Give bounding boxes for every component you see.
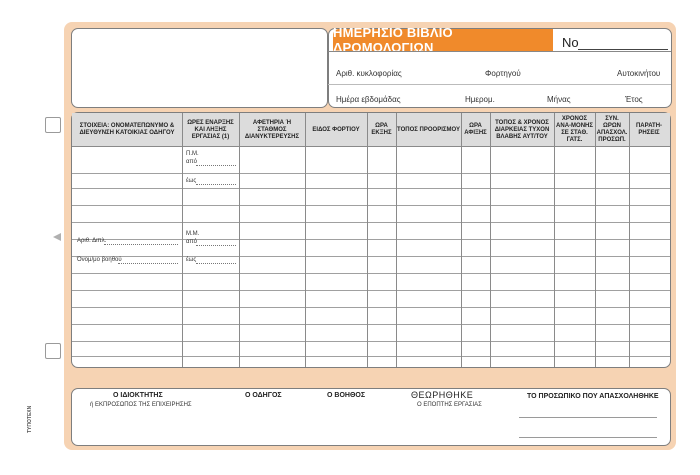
column-header: ΤΟΠΟΣ & ΧΡΟΝΟΣ ΔΙΑΡΚΕΙΑΣ ΤΥΧΟΝ ΒΛΑΒΗΣ ΑΥΤ/ΤΟΥ bbox=[494, 119, 550, 140]
row-line bbox=[72, 188, 670, 189]
to-label: έως bbox=[186, 257, 197, 263]
number-field[interactable] bbox=[578, 49, 668, 50]
pm-label: Π.Μ. bbox=[186, 151, 199, 157]
row-line bbox=[72, 239, 670, 240]
from-field[interactable] bbox=[196, 245, 236, 246]
am-label: Μ.Μ. bbox=[186, 231, 200, 237]
punch-hole-top bbox=[45, 117, 61, 133]
staff-signature-line[interactable] bbox=[519, 437, 657, 438]
column-header: ΑΦΕΤΗΡΙΑ Ή ΣΤΑΘΜΟΣ ΔΙΑΝΥΚΤΕΡΕΥΣΗΣ bbox=[244, 119, 300, 140]
stamp-title: ΘΕΩΡΗΘΗΚΕ bbox=[411, 390, 474, 400]
staff-signature-line[interactable] bbox=[519, 417, 657, 418]
col-divider bbox=[461, 113, 462, 367]
year-label: Έτος bbox=[625, 95, 643, 104]
carrier-label: Φορτηγού bbox=[485, 69, 521, 78]
punch-hole-bottom bbox=[45, 343, 61, 359]
header-divider bbox=[328, 51, 671, 52]
owner-title: Ο ΙΔΙΟΚΤΗΤΗΣ bbox=[113, 392, 163, 399]
helper-field[interactable] bbox=[118, 263, 178, 264]
column-header: ΤΟΠΟΣ ΠΡΟΟΡΙΣΜΟΥ bbox=[397, 126, 460, 133]
column-header: ΩΡΑ ΑΦΙΞΗΣ bbox=[464, 123, 487, 136]
row-line bbox=[72, 341, 670, 342]
form-title: ΗΜΕΡΗΣΙΟ ΒΙΒΛΙΟ ΔΡΟΜΟΛΟΓΙΩΝ bbox=[333, 29, 553, 51]
col-divider bbox=[554, 113, 555, 367]
alignment-arrow-icon bbox=[53, 233, 61, 241]
plate-label: Αριθ. κυκλοφορίας bbox=[336, 69, 402, 78]
to-field[interactable] bbox=[196, 263, 236, 264]
driver-title: Ο ΟΔΗΓΟΣ bbox=[245, 392, 282, 399]
column-header: ΩΡΕΣ ΕΝΑΡΞΗΣ ΚΑΙ ΛΗΞΗΣ ΕΡΓΑΣΙΑΣ (1) bbox=[187, 119, 234, 140]
row-line bbox=[72, 173, 670, 174]
row-line bbox=[72, 324, 670, 325]
col-divider bbox=[182, 113, 183, 367]
column-header: ΕΙΔΟΣ ΦΟΡΤΙΟΥ bbox=[312, 126, 360, 133]
to-field[interactable] bbox=[196, 184, 236, 185]
staff-title: ΤΟ ΠΡΟΣΩΠΙΚΟ ΠΟΥ ΑΠΑΣΧΟΛΗΘΗΚΕ bbox=[527, 393, 659, 400]
weekday-label: Ημέρα εβδομάδας bbox=[336, 95, 401, 104]
owner-subtitle: ή ΕΚΠΡΟΣΩΠΟΣ ΤΗΣ ΕΠΙΧΕΙΡΗΣΗΣ bbox=[90, 402, 192, 408]
row-line bbox=[72, 222, 670, 223]
from-field[interactable] bbox=[196, 165, 236, 166]
helper-label: Όνομ/μο βοηθού bbox=[77, 257, 122, 263]
column-header: ΠΑΡΑΤΗ-ΡΗΣΕΙΣ bbox=[635, 123, 663, 136]
log-table bbox=[72, 113, 670, 367]
col-divider bbox=[305, 113, 306, 367]
column-header: ΣΤΟΙΧΕΙΑ: ΟΝΟΜΑΤΕΠΩΝΥΜΟ & ΔΙΕΥΘΥΝΣΗ ΚΑΤΟΙΚΙΑΣ ΟΔΗΓΟΥ bbox=[79, 123, 175, 136]
column-header: ΣΥΝ. ΩΡΩΝ ΑΠΑΣΧΟΛ. ΠΡΟΣΩΠ. bbox=[596, 116, 628, 143]
row-line bbox=[72, 205, 670, 206]
company-box[interactable] bbox=[71, 28, 328, 108]
col-divider bbox=[629, 113, 630, 367]
row-line bbox=[72, 273, 670, 274]
col-divider bbox=[490, 113, 491, 367]
col-divider bbox=[239, 113, 240, 367]
license-field[interactable] bbox=[104, 244, 178, 245]
row-line bbox=[72, 256, 670, 257]
row-line bbox=[72, 356, 670, 357]
header-divider-2 bbox=[328, 84, 671, 85]
row-line bbox=[72, 307, 670, 308]
col-divider bbox=[595, 113, 596, 367]
row-line bbox=[72, 290, 670, 291]
brand-mark: ΤΥΠΟΤΕΧΝ bbox=[27, 405, 33, 433]
col-divider bbox=[367, 113, 368, 367]
column-header: ΧΡΟΝΟΣ ΑΝΑ-ΜΟΝΗΣ ΣΕ ΣΤΑΘ. ΓΑΤΣ. bbox=[556, 116, 593, 143]
number-label: No bbox=[562, 35, 579, 50]
vehicle-label: Αυτοκινήτου bbox=[617, 69, 661, 78]
col-divider bbox=[396, 113, 397, 367]
month-label: Μήνας bbox=[547, 95, 571, 104]
column-header: ΩΡΑ ΕΚΞΗΣ bbox=[371, 123, 392, 136]
from-label: από bbox=[186, 239, 197, 245]
helper-title: Ο ΒΟΗΘΟΣ bbox=[327, 392, 366, 399]
date-label: Ημερομ. bbox=[465, 95, 495, 104]
header-rule bbox=[72, 146, 670, 147]
to-label: έως bbox=[186, 178, 197, 184]
inspector-subtitle: Ο ΕΠΟΠΤΗΣ ΕΡΓΑΣΙΑΣ bbox=[417, 402, 482, 408]
from-label: από bbox=[186, 159, 197, 165]
license-label: Αριθ. Διπλ. bbox=[77, 238, 107, 244]
